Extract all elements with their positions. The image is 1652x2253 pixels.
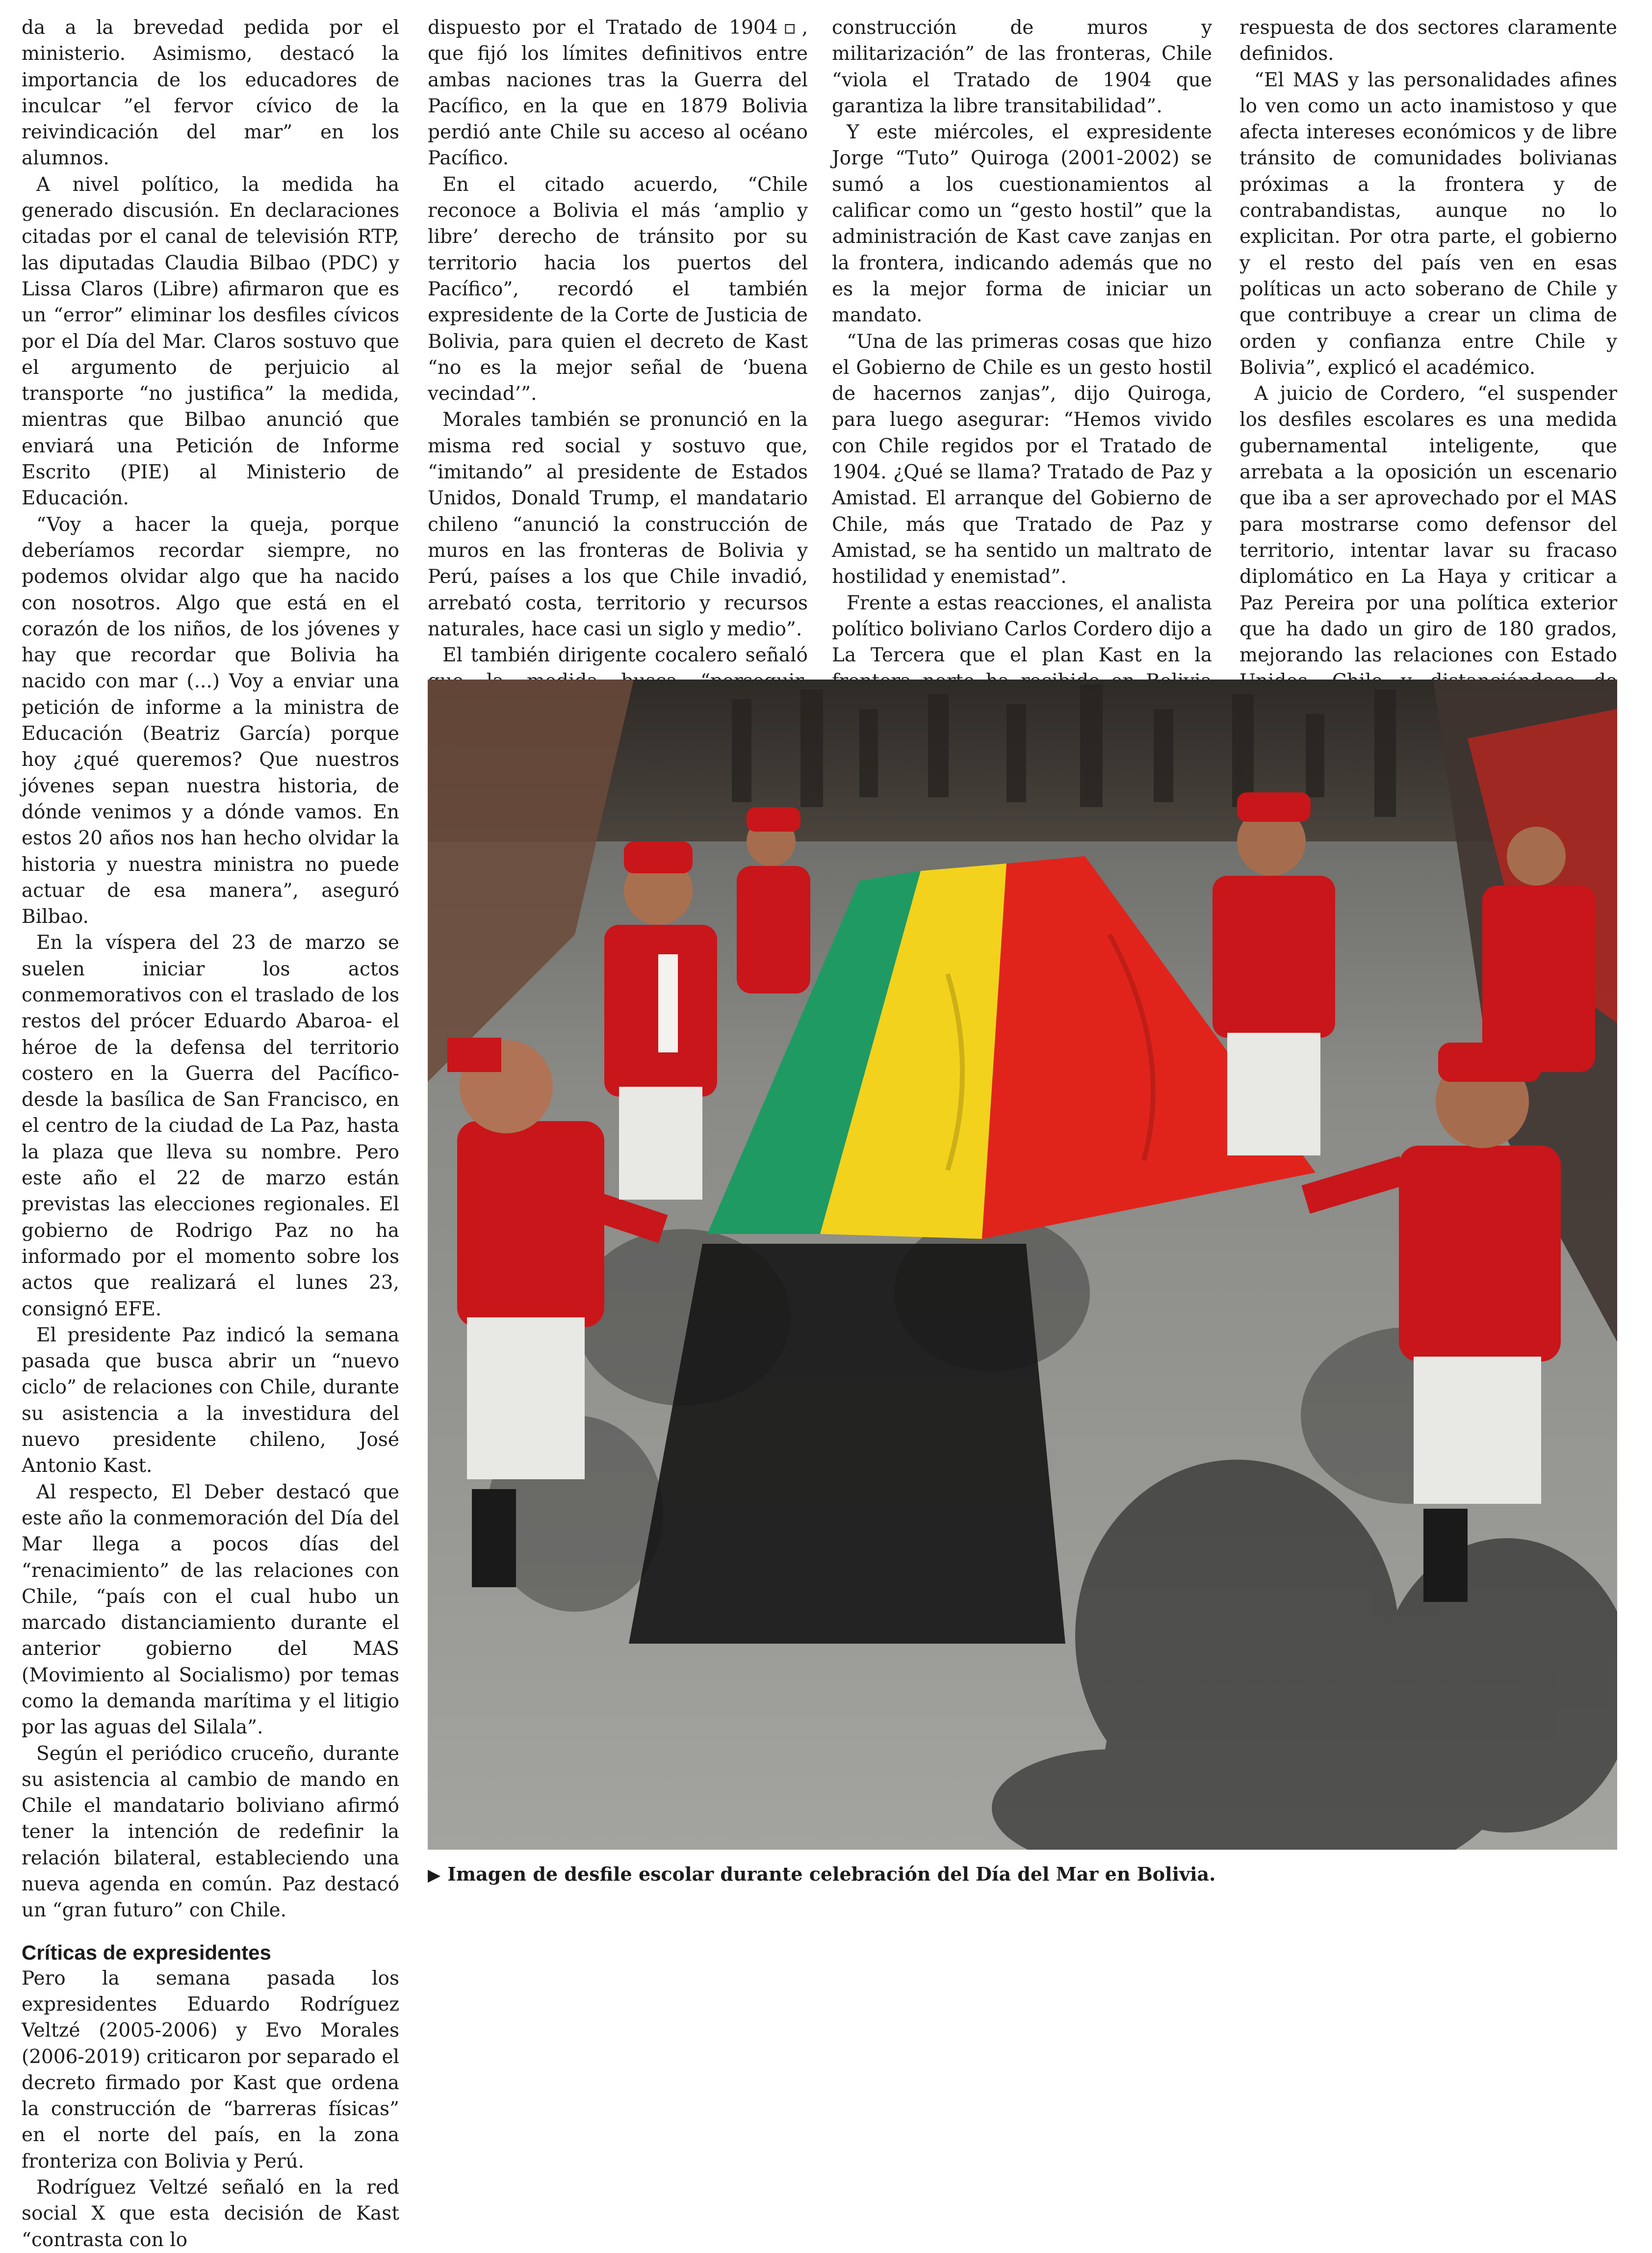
paragraph: Y este miércoles, el expresidente Jorge “Tuto” Quiroga (2001-2002) se sumó a los cuestionamientos al calificar como un “gesto hostil” que la administración de Kast cave zanjas en la frontera, indicando además que no es la mejor forma de iniciar un mandato.: [832, 121, 1212, 327]
paragraph: Según el periódico cruceño, durante su asistencia al cambio de mando en Chile el mandatario boliviano afirmó tener la intención de redefinir la relación bilateral, estableciendo una nueva agenda en común. Paz destacó un “gran futuro” con Chile.: [22, 1742, 399, 1922]
paragraph: En el citado acuerdo, “Chile reconoce a Bolivia el más ‘amplio y libre’ derecho de tránsito por su territorio hacia los puertos del Pacífico”, recordó el también expresidente de la Corte de Justicia de Bolivia, para quien el decreto de Kast “no es la mejor señal de ‘buena vecindad’”.: [428, 173, 808, 405]
paragraph: En la víspera del 23 de marzo se suelen iniciar los actos conmemorativos con el traslado de los restos del prócer Eduardo Abaroa- el héroe de la defensa del territorio costero en la Guerra del Pacífico- desde la basílica de San Francisco, en el centro de la ciudad de La Paz, hasta la plaza que lleva su nombre. Pero este año el 22 de marzo están previstas las elecciones regionales. El gobierno de Rodrigo Paz no ha informado por el momento sobre los actos que realizará el lunes 23, consignó EFE.: [22, 932, 399, 1320]
paragraph: dispuesto por el Tratado de 1904▫, que fijó los límites definitivos entre ambas naciones tras la Guerra del Pacífico, en la que en 1879 Bolivia perdió ante Chile su acceso al océano Pacífico.: [428, 17, 808, 170]
parade-photo: [428, 680, 1617, 1850]
article-column-2: [428, 15, 808, 773]
article-column-1: [22, 15, 399, 2253]
paragraph: construcción de muros y militarización” de las fronteras, Chile “viola el Tratado de 1904 que garantiza la libre transitabilidad”.: [832, 17, 1212, 117]
paragraph: Rodríguez Veltzé señaló en la red social X que esta decisión de Kast “contrasta con lo: [22, 2176, 399, 2251]
article-column-3: [832, 15, 1212, 721]
paragraph: Al respecto, El Deber destacó que este año la conmemoración del Día del Mar llega a pocos días del “renacimiento” de las relaciones con Chile, “país con el cual hubo un marcado distanciamiento durante el anterior gobierno del MAS (Movimiento al Socialismo) por temas como la demanda marítima y el litigio por las aguas del Silala”.: [22, 1481, 399, 1739]
paragraph: “El MAS y las personalidades afines lo ven como un acto inamistoso y que afecta intereses económicos y de libre tránsito de comunidades bolivianas próximas a la frontera y de contrabandistas, aunque no lo explicitan. Por otra parte, el gobierno y el resto del país ven en esas políticas un acto soberano de Chile y que contribuye a crear un clima de orden y confianza entre Chile y Bolivia”, explicó el académico.: [1239, 69, 1617, 379]
photo-caption: [428, 1860, 1617, 1890]
paragraph: “Una de las primeras cosas que hizo el Gobierno de Chile es un gesto hostil de hacernos zanjas”, dijo Quiroga, para luego asegurar: “Hemos vivido con Chile regidos por el Tratado de 1904. ¿Qué se llama? Tratado de Paz y Amistad. El arranque del Gobierno de Chile, más que Tratado de Paz y Amistad, se ha sentido un maltrato de hostilidad y enemistad”.: [832, 330, 1212, 588]
paragraph: Frente a estas reacciones, el analista político boliviano Carlos Cordero dijo a La Tercera que el plan Kast en la: [832, 592, 1212, 667]
paragraph: respuesta de dos sectores claramente definidos.: [1239, 17, 1617, 65]
paragraph: Pero la semana pasada los expresidentes Eduardo Rodríguez Veltzé (2005-2006) y Evo Morales (2006-2019) criticaron por separado el decreto firmado por Kast que ordena la construcción de “barreras físicas” en el norte del país, en la zona fronteriza con Bolivia y Perú.: [22, 1967, 399, 2173]
caption-text: Imagen de desfile escolar durante celebración del Día del Mar en Bolivia.: [447, 1863, 1216, 1885]
paragraph: “Voy a hacer la queja, porque deberíamos recordar siempre, no podemos olvidar algo que ha nacido con nosotros. Algo que está en el corazón de los niños, de los jóvenes y hay que recordar que Bolivia ha nacido con mar (...) Voy a enviar una petición de informe a la ministra de Educación (Beatriz García) porque hoy ¿qué queremos? Que nuestros jóvenes sepan nuestra historia, de dónde venimos y a dónde vamos. En estos 20 años nos han hecho olvidar la historia y nuestra ministra no puede actuar de esa manera”, aseguró Bilbao.: [22, 513, 399, 928]
article-column-4: [1239, 15, 1617, 747]
section-subheading: Críticas de expresidentes: [22, 1940, 271, 1964]
paragraph: da a la brevedad pedida por el ministerio. Asimismo, destacó la importancia de los educadores de inculcar ”el fervor cívico de la reivindicación del mar” en los alumnos.: [22, 17, 399, 170]
paragraph-text: A juicio de Cordero, “el suspender los desfiles escolares es una medida gubernamental inteligente, que arrebata a la oposición un escenario que iba a ser aprovechado por el MAS para mostrarse como defensor del territorio, intentar lavar su fracaso diplomático en La Haya y criticar a Paz Pereira por una política exterior que ha dado un giro de 180 grados, mejorando las relaciones con Estado: [1239, 383, 1617, 667]
paragraph: A nivel político, la medida ha generado discusión. En declaraciones citadas por el canal de televisión RTP, las diputadas Claudia Bilbao (PDC) y Lissa Claros (Libre) afirmaron que es un “error” eliminar los desfiles cívicos por el Día del Mar. Claros sostuvo que el argumento de perjuicio al transporte “no justifica” la medida, mientras que Bilbao anunció que enviará una Petición de Informe Escrito (PIE) al Ministerio de Educación.: [22, 173, 399, 510]
paragraph: Morales también se pronunció en la misma red social y sostuvo que, “imitando” al presidente de Estados Unidos, Donald Trump, el mandatario chileno “anunció la construcción de muros en las fronteras de Bolivia y Perú, países a los que Chile invadió, arrebató costa, territorio y recursos naturales, hace casi un siglo y medio”.: [428, 409, 808, 640]
paragraph: El también dirigente cocalero señaló: [442, 644, 808, 667]
paragraph: El presidente Paz indicó la semana pasada que busca abrir un “nuevo ciclo” de relaciones con Chile, durante su asistencia a la investidura del nuevo presidente chileno, José Antonio Kast.: [22, 1324, 399, 1477]
caption-triangle-icon: ▶: [428, 1865, 441, 1885]
